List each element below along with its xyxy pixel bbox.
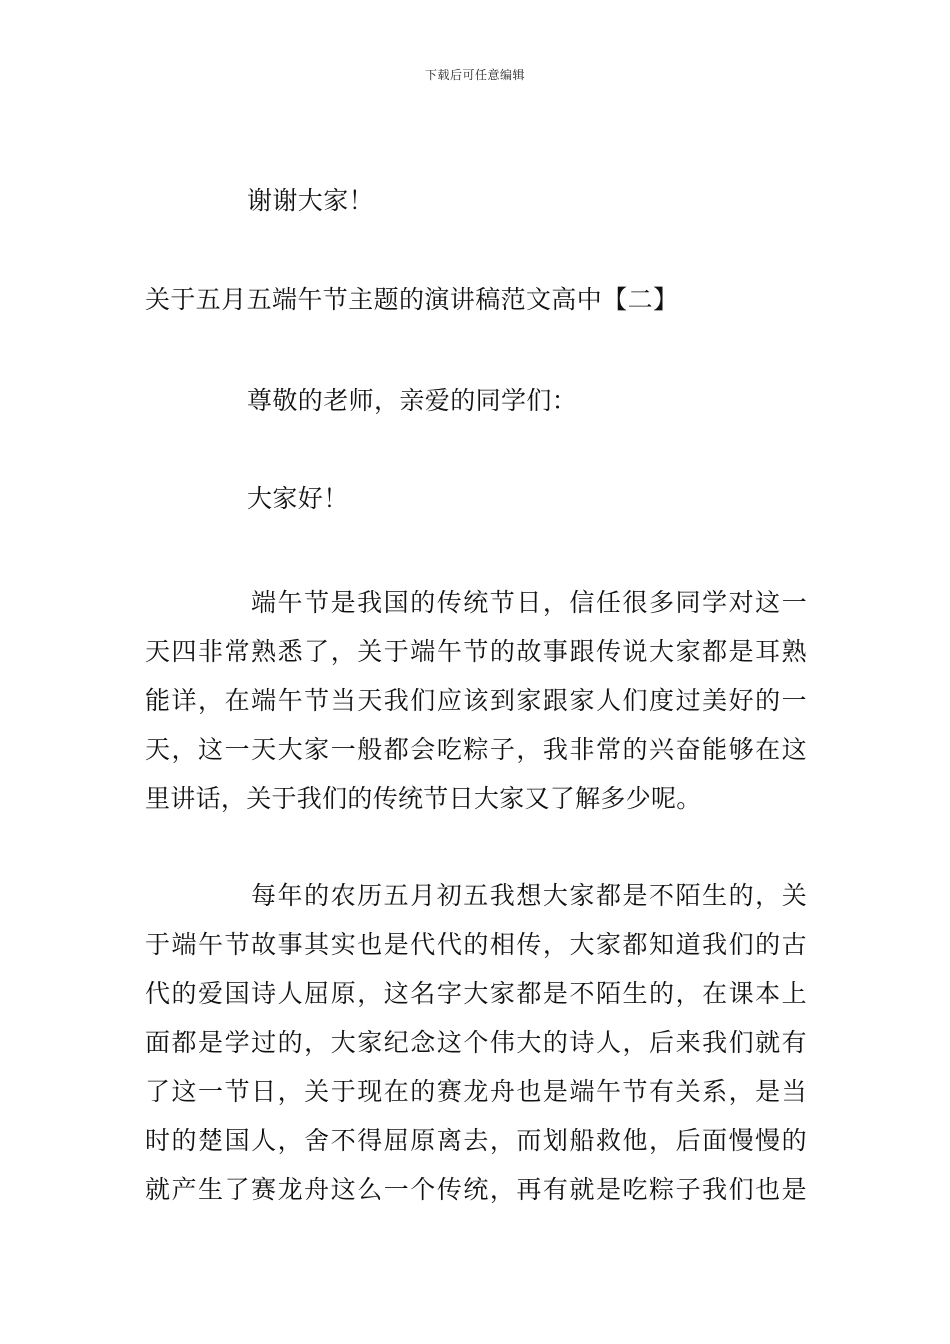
paragraph-2-line: 面都是学过的，大家纪念这个伟大的诗人，后来我们就有 <box>145 1028 807 1057</box>
paragraph-1-line: 里讲话，关于我们的传统节日大家又了解多少呢。 <box>145 784 702 813</box>
section-title: 关于五月五端午节主题的演讲稿范文高中【二】 <box>145 285 679 314</box>
paragraph-2-line: 每年的农历五月初五我想大家都是不陌生的，关 <box>251 881 807 910</box>
paragraph-1 <box>145 578 807 823</box>
paragraph-1-line: 端午节是我国的传统节日，信任很多同学对这一 <box>251 588 807 617</box>
hello-line: 大家好！ <box>247 484 349 513</box>
paragraph-2-line: 代的爱国诗人屈原，这名字大家都是不陌生的，在课本上 <box>145 979 807 1008</box>
paragraph-2-line: 就产生了赛龙舟这么一个传统，再有就是吃粽子我们也是 <box>145 1175 807 1204</box>
header-note: 下载后可任意编辑 <box>424 68 525 82</box>
paragraph-2-line: 时的楚国人，舍不得屈原离去，而划船救他，后面慢慢的 <box>145 1126 807 1155</box>
paragraph-2 <box>145 871 807 1214</box>
paragraph-1-line: 能详，在端午节当天我们应该到家跟家人们度过美好的一 <box>145 686 807 715</box>
thanks-line: 谢谢大家！ <box>247 186 375 215</box>
paragraph-1-line: 天四非常熟悉了，关于端午节的故事跟传说大家都是耳熟 <box>145 637 807 666</box>
salutation-line: 尊敬的老师，亲爱的同学们： <box>247 386 578 415</box>
paragraph-2-line: 了这一节日，关于现在的赛龙舟也是端午节有关系，是当 <box>145 1077 807 1106</box>
paragraph-2-line: 于端午节故事其实也是代代的相传，大家都知道我们的古 <box>145 930 807 959</box>
paragraph-1-line: 天，这一天大家一般都会吃粽子，我非常的兴奋能够在这 <box>145 735 807 764</box>
